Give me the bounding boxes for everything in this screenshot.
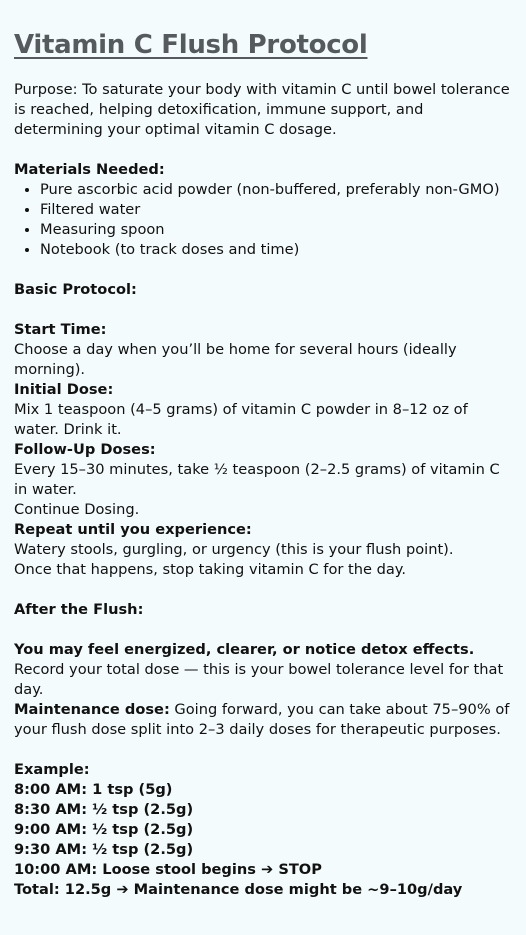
basic-protocol-heading: Basic Protocol: (14, 281, 137, 298)
spacer (14, 260, 512, 280)
start-time-text: Choose a day when you’ll be home for several hours (ideally morning). (14, 341, 457, 378)
record-text: Record your total dose — this is your bowel tolerance level for that day. (14, 661, 504, 698)
page-title: Vitamin C Flush Protocol (14, 30, 368, 60)
example-total: Total: 12.5g ➔ Maintenance dose might be ~9–10g/day (14, 881, 463, 898)
example-line: 8:30 AM: ½ tsp (2.5g) (14, 801, 194, 818)
example-line: 9:00 AM: ½ tsp (2.5g) (14, 821, 194, 838)
maintenance-label: Maintenance dose: (14, 701, 170, 718)
start-time-heading: Start Time: (14, 321, 107, 338)
continue-dosing-text: Continue Dosing. (14, 501, 140, 518)
initial-dose-text: Mix 1 teaspoon (4–5 grams) of vitamin C powder in 8–12 oz of water. Drink it. (14, 401, 468, 438)
list-item: • Pure ascorbic acid powder (non-buffered, preferably non-GMO) (40, 180, 512, 200)
materials-heading: Materials Needed: (14, 161, 165, 178)
follow-up-text: Every 15–30 minutes, take ½ teaspoon (2–2.5 grams) of vitamin C in water. (14, 461, 500, 498)
spacer (14, 740, 512, 760)
list-item: • Filtered water (40, 200, 512, 220)
example-line: 8:00 AM: 1 tsp (5g) (14, 781, 173, 798)
spacer (14, 140, 512, 160)
maintenance-text: Going forward, you can take about 75–90% of your flush dose split into 2–3 daily doses for therapeutic purposes. (14, 701, 510, 738)
spacer (14, 300, 512, 320)
spacer (14, 620, 512, 640)
after-flush-heading: After the Flush: (14, 601, 144, 618)
list-item: • Notebook (to track doses and time) (40, 240, 512, 260)
example-heading: Example: (14, 761, 90, 778)
materials-list (14, 180, 512, 260)
initial-dose-heading: Initial Dose: (14, 381, 114, 398)
follow-up-heading: Follow-Up Doses: (14, 441, 156, 458)
repeat-text: Watery stools, gurgling, or urgency (this is your flush point). (14, 541, 454, 558)
list-item: • Measuring spoon (40, 220, 512, 240)
spacer (14, 580, 512, 600)
feel-text: You may feel energized, clearer, or notice detox effects. (14, 641, 475, 658)
example-line: 9:30 AM: ½ tsp (2.5g) (14, 841, 194, 858)
purpose-text: Purpose: To saturate your body with vitamin C until bowel tolerance is reached, helping detoxification, immune support, and determining your optimal vitamin C dosage. (14, 81, 510, 138)
repeat-heading: Repeat until you experience: (14, 521, 252, 538)
maintenance-paragraph (14, 700, 512, 740)
example-line: 10:00 AM: Loose stool begins ➔ STOP (14, 861, 322, 878)
stop-text: Once that happens, stop taking vitamin C for the day. (14, 561, 406, 578)
